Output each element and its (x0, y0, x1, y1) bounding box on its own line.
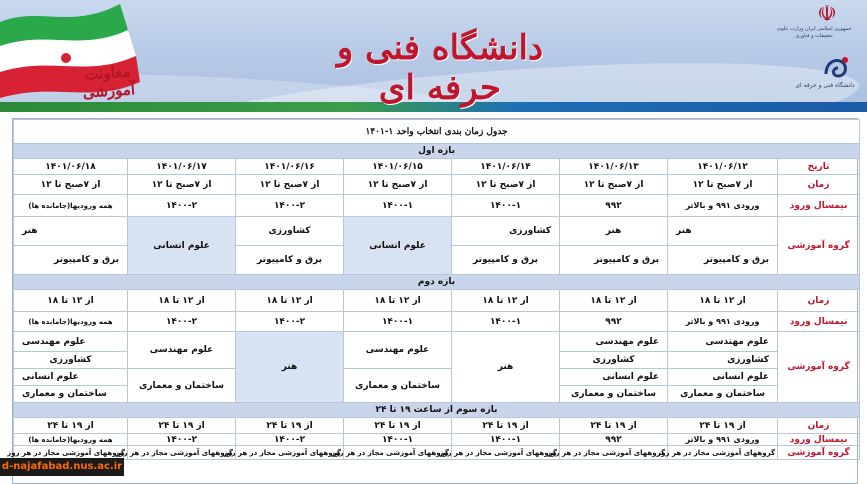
iran-emblem-icon: ☫ (817, 2, 837, 27)
entry-cell: همه ورودیها(جامانده ها) (14, 195, 128, 217)
group-cell: گروههای آموزشی مجاز در هر روز (344, 446, 452, 460)
entry-cell: ۹۹۲ (560, 434, 668, 446)
group-cell: علوم انسانی (668, 369, 778, 386)
group-cell: ساختمان و معماری (668, 386, 778, 403)
period1-title: بازه اول (14, 144, 860, 159)
group-cell: علوم انسانی (560, 369, 668, 386)
entry-cell: ورودی ۹۹۱ و بالاتر (668, 434, 778, 446)
time-cell: از ۱۹ تا ۲۴ (560, 418, 668, 434)
label-time: زمان (778, 290, 860, 312)
logo-caption: دانشگاه فنی و حرفه ای (795, 82, 855, 89)
entry-cell: ۱۴۰۰-۲ (236, 434, 344, 446)
time-cell: از ۱۲ تا ۱۸ (452, 290, 560, 312)
time-cell: از ۷صبح تا ۱۲ (236, 175, 344, 195)
time-cell: از ۱۲ تا ۱۸ (128, 290, 236, 312)
label-entry: نیمسال ورود (778, 195, 860, 217)
time-cell: از ۱۹ تا ۲۴ (128, 418, 236, 434)
entry-cell: ۱۴۰۰-۲ (236, 312, 344, 332)
time-cell: از ۱۹ تا ۲۴ (668, 418, 778, 434)
table-title: جدول زمان بندی انتخاب واحد ۱-۱۴۰۱ (14, 120, 860, 144)
date-cell: ۱۴۰۱/۰۶/۱۴ (452, 159, 560, 175)
university-title: دانشگاه فنی و حرفه ای (336, 28, 544, 108)
group-cell: کشاورزی (452, 217, 560, 246)
label-date: تاریخ (778, 159, 860, 175)
time-cell: از ۱۲ تا ۱۸ (236, 290, 344, 312)
entry-cell: ۱۴۰۰-۱ (452, 434, 560, 446)
group-cell: ساختمان و معماری (14, 386, 128, 403)
date-cell: ۱۴۰۱/۰۶/۱۸ (14, 159, 128, 175)
group-cell: علوم انسانی (14, 369, 128, 386)
entry-cell: ۱۴۰۰-۱ (344, 434, 452, 446)
label-time: زمان (778, 175, 860, 195)
entry-cell: ۹۹۲ (560, 195, 668, 217)
group-cell: گروههای آموزشی مجاز در هر روز (236, 446, 344, 460)
group-cell: کشاورزی (14, 352, 128, 369)
group-cell: کشاورزی (560, 352, 668, 369)
group-cell: کشاورزی (236, 217, 344, 246)
group-cell: گروههای آموزشی مجاز در هر روز (668, 446, 778, 460)
time-cell: از ۷صبح تا ۱۲ (344, 175, 452, 195)
label-group: گروه آموزشی (778, 217, 860, 275)
site-watermark: d-najafabad.nus.ac.ir (0, 458, 124, 476)
label-group: گروه آموزشی (778, 332, 860, 403)
group-cell: گروههای آموزشی مجاز در هر روز (452, 446, 560, 460)
entry-cell: ۱۴۰۰-۲ (128, 434, 236, 446)
group-cell: هنر (14, 217, 128, 246)
time-cell: از ۷صبح تا ۱۲ (668, 175, 778, 195)
group-cell: ساختمان و معماری (560, 386, 668, 403)
group-cell: علوم مهندسی (14, 332, 128, 352)
entry-cell: ۱۴۰۰-۲ (128, 195, 236, 217)
group-cell: گروههای آموزشی مجاز در هر روز (560, 446, 668, 460)
group-cell: علوم انسانی (344, 217, 452, 275)
group-cell: گروههای آموزشی مجاز در هر روز (128, 446, 236, 460)
date-cell: ۱۴۰۱/۰۶/۱۷ (128, 159, 236, 175)
entry-cell: ۱۴۰۰-۲ (236, 195, 344, 217)
group-cell: هنر (560, 217, 668, 246)
time-cell: از ۱۲ تا ۱۸ (668, 290, 778, 312)
time-cell: از ۱۹ تا ۲۴ (344, 418, 452, 434)
group-cell: برق و کامپیوتر (452, 246, 560, 275)
time-cell: از ۷صبح تا ۱۲ (560, 175, 668, 195)
time-cell: از ۱۲ تا ۱۸ (14, 290, 128, 312)
group-cell: کشاورزی (668, 352, 778, 369)
label-group: گروه آموزشی (778, 446, 860, 460)
group-cell: برق و کامپیوتر (236, 246, 344, 275)
schedule-table (7, 119, 860, 460)
entry-cell: ۱۴۰۰-۲ (128, 312, 236, 332)
period2-title: بازه دوم (14, 275, 860, 290)
time-cell: از ۷صبح تا ۱۲ (14, 175, 128, 195)
entry-cell: ورودی ۹۹۱ و بالاتر (668, 195, 778, 217)
label-entry: نیمسال ورود (778, 312, 860, 332)
entry-cell: ۹۹۲ (560, 312, 668, 332)
entry-cell: همه ورودیها(جامانده ها) (14, 312, 128, 332)
period3-title: بازه سوم از ساعت ۱۹ تا ۲۴ (14, 403, 860, 418)
time-cell: از ۱۹ تا ۲۴ (452, 418, 560, 434)
group-cell: هنر (236, 332, 344, 403)
university-logo-icon (822, 54, 852, 80)
entry-cell: ۱۴۰۰-۱ (344, 195, 452, 217)
group-cell: علوم مهندسی (128, 332, 236, 369)
time-cell: از ۱۲ تا ۱۸ (560, 290, 668, 312)
entry-cell: همه ورودیها(جامانده ها) (14, 434, 128, 446)
group-cell: علوم انسانی (128, 217, 236, 275)
time-cell: از ۷صبح تا ۱۲ (128, 175, 236, 195)
group-cell: هنر (668, 217, 778, 246)
group-cell: علوم مهندسی (560, 332, 668, 352)
group-cell: هنر (452, 332, 560, 403)
time-cell: از ۱۹ تا ۲۴ (14, 418, 128, 434)
ministry-text: جمهوری اسلامی ایران وزارت علوم، تحقیقات و فناوری (776, 26, 852, 39)
entry-cell: ۱۴۰۰-۱ (452, 195, 560, 217)
label-entry: نیمسال ورود (778, 434, 860, 446)
schedule-table-container (7, 118, 858, 484)
date-cell: ۱۴۰۱/۰۶/۱۶ (236, 159, 344, 175)
entry-cell: ۱۴۰۰-۱ (452, 312, 560, 332)
entry-cell: ورودی ۹۹۱ و بالاتر (668, 312, 778, 332)
group-cell: برق و کامپیوتر (668, 246, 778, 275)
date-cell: ۱۴۰۱/۰۶/۱۵ (344, 159, 452, 175)
group-cell: ساختمان و معماری (128, 369, 236, 403)
group-cell: علوم مهندسی (344, 332, 452, 369)
label-time: زمان (778, 418, 860, 434)
group-cell: برق و کامپیوتر (560, 246, 668, 275)
date-cell: ۱۴۰۱/۰۶/۱۳ (560, 159, 668, 175)
time-cell: از ۱۲ تا ۱۸ (344, 290, 452, 312)
time-cell: از ۱۹ تا ۲۴ (236, 418, 344, 434)
group-cell: گروههای آموزشی مجاز در هر روز (14, 446, 128, 460)
time-cell: از ۷صبح تا ۱۲ (452, 175, 560, 195)
group-cell: ساختمان و معماری (344, 369, 452, 403)
group-cell: علوم مهندسی (668, 332, 778, 352)
entry-cell: ۱۴۰۰-۱ (344, 312, 452, 332)
date-cell: ۱۴۰۱/۰۶/۱۲ (668, 159, 778, 175)
deputy-title: معاونت آموزشی (82, 62, 136, 102)
group-cell: برق و کامپیوتر (14, 246, 128, 275)
